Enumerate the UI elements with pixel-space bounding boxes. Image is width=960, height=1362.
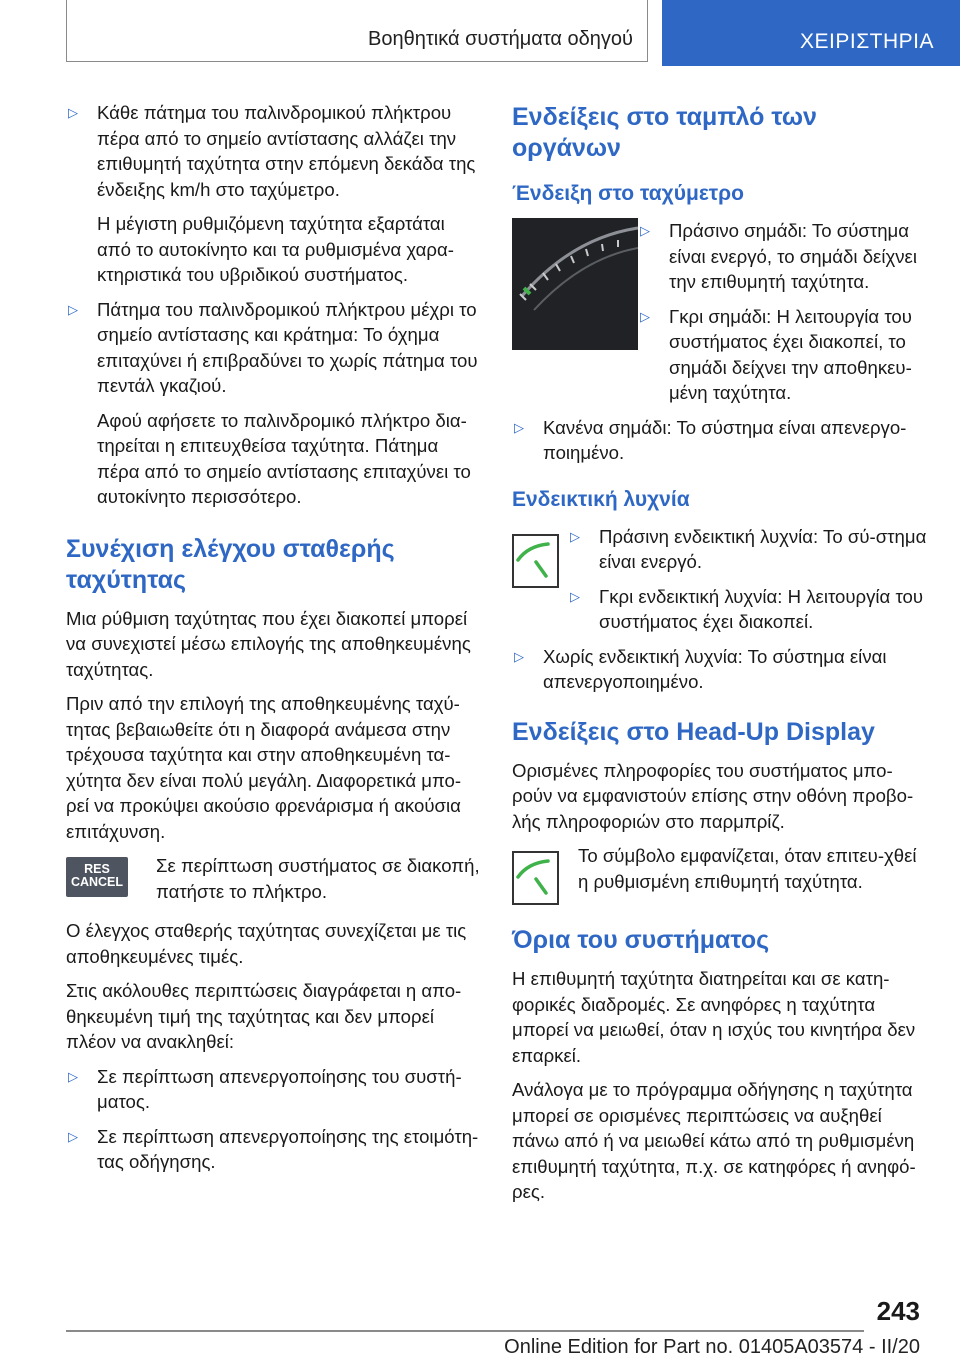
bullet-triangle-icon: ▷ (570, 588, 580, 604)
indicator-lamp-row (512, 524, 928, 635)
cruise-control-indicator-icon (512, 534, 559, 588)
hud-cruise-control-icon (512, 851, 559, 905)
speedometer-image (512, 218, 638, 350)
left-column (66, 100, 482, 1184)
right-column (512, 100, 928, 1214)
footer-edition: Online Edition for Part no. 01405A03574 - II/20 (504, 1336, 920, 1358)
heading-indicator-lamp: Ενδεικτική λυχνία (512, 487, 690, 511)
list-item: ▷ Χωρίς ενδεικτική λυχνία: Το σύστημα είναι απενεργοποιημένο. (514, 645, 887, 692)
hud-icon-row (512, 843, 928, 907)
paragraph: Μια ρύθμιση ταχύτητας που έχει διακοπεί μπορεί να συνεχιστεί μέσω επιλογής της αποθηκευμένης ταχύτητας. (66, 607, 471, 680)
bullet-triangle-icon: ▷ (570, 528, 580, 544)
list-item-note: Αφού αφήσετε το παλινδρομικό πλήκτρο δια‐τηρείται η επιτευχθείσα ταχύτητα. Πάτημα πέρα από το σημείο αντίστασης επιταχύνει το αυτοκίνητο περισσότερο. (97, 409, 471, 507)
list-item-note: Η μέγιστη ρυθμιζόμενη ταχύτητα εξαρτάται από το αυτοκίνητο και τα ρυθμισμένα χαρα‐κτηριστικά του υβριδικού συστήματος. (97, 213, 454, 285)
list-item: ▷ Γκρι σημάδι: Η λειτουργία του συστήματος έχει διακοπεί, το σημάδι δείχνει την αποθηκευ‐μένη ταχύτητα. (640, 305, 912, 403)
hud-icon-text: Το σύμβολο εμφανίζεται, όταν επιτευ‐χθεί η ρυθμισμένη επιθυμητή ταχύτητα. (578, 845, 917, 892)
heading-continue: Συνέχιση ελέγχου σταθερής ταχύτητας (66, 534, 395, 594)
list-item: ▷ Πράσινο σημάδι: Το σύστημα είναι ενεργό, το σημάδι δείχνει την επιθυμητή ταχύτητα. (640, 220, 917, 292)
paragraph: Στις ακόλουθες περιπτώσεις διαγράφεται η απο‐θηκευμένη τιμή της ταχύτητας και δεν μπορεί πλέον να ανακληθεί: (66, 980, 462, 1052)
paragraph: Η επιθυμητή ταχύτητα διατηρείται και σε κατη‐φορικές διαδρομές. Σε ανηφόρες η ταχύτητα μπορεί να μειωθεί, όταν η ισχύς του κινητήρα δεν επαρκεί. (512, 968, 916, 1066)
header-frame (66, 0, 648, 62)
chapter-tab-label: ΧΕΙΡΙΣΤΗΡΙΑ (800, 30, 935, 53)
page-number: 243 (876, 1296, 920, 1326)
list-item: ▷ Κάθε πάτημα του παλινδρομικού πλήκτρου πέρα από το σημείο αντίστασης αλλάζει την επιθυμητή ταχύτητα στην επόμενη δεκάδα της ένδειξης km/h στο ταχύμετρο. (68, 102, 476, 200)
list-item: ▷ Κανένα σημάδι: Το σύστημα είναι απενεργο‐ποιημένο. (514, 416, 907, 463)
list-item: ▷ Γκρι ενδεικτική λυχνία: Η λειτουργία του συστήματος έχει διακοπεί. (570, 585, 924, 632)
bullet-triangle-icon: ▷ (68, 1128, 78, 1144)
paragraph: Ανάλογα με το πρόγραμμα οδήγησης η ταχύτητα μπορεί σε ορισμένες περιπτώσεις να αυξηθεί πάνω από ή να μειωθεί κάτω από τη ρυθμισμένη επιθυμητή ταχύτητα, π.χ. σε κατηφόρες ή ανηφό‐ρες. (512, 1079, 916, 1202)
bullet-triangle-icon: ▷ (68, 301, 78, 317)
heading-dashboard: Ενδείξεις στο ταμπλό των οργάνων (512, 103, 817, 162)
list-item: ▷ Πράσινη ενδεικτική λυχνία: Το σύ‐στημα είναι ενεργό. (570, 525, 927, 572)
paragraph: Ο έλεγχος σταθερής ταχύτητας συνεχίζεται με τις αποθηκευμένες τιμές. (66, 920, 467, 967)
heading-hud: Ενδείξεις στο Head-Up Display (512, 717, 875, 746)
heading-speedometer: Ένδειξη στο ταχύμετρο (512, 182, 744, 205)
bullet-triangle-icon: ▷ (514, 419, 524, 435)
bullet-triangle-icon: ▷ (640, 223, 650, 238)
footer-divider (66, 1330, 864, 1332)
paragraph: Πριν από την επιλογή της αποθηκευμένης ταχύ‐τητας βεβαιωθείτε ότι η διαφορά ανάμεσα στην τρέχουσα ταχύτητα και στην αποθηκευμένη τα‐χύτητα δεν είναι πολύ μεγάλη. Διαφορετικά μπο‐ρεί να προκύψει ακούσιο φρενάρισμα ή ακούσια επιτάχυνση. (66, 693, 462, 842)
paragraph: Ορισμένες πληροφορίες του συστήματος μπο‐ρούν να εμφανιστούν επίσης στην οθόνη προβο‐λής πληροφοριών στο παρμπρίζ. (512, 759, 914, 832)
list-item: ▷ Σε περίπτωση απενεργοποίησης της ετοιμότη‐τας οδήγησης. (68, 1125, 479, 1172)
bullet-triangle-icon: ▷ (640, 308, 650, 324)
heading-limits: Όρια του συστήματος (512, 926, 770, 954)
bullet-triangle-icon: ▷ (68, 105, 78, 120)
list-item: ▷ Πάτημα του παλινδρομικού πλήκτρου μέχρι το σημείο αντίστασης και κράτημα: Το όχημα επιταχύνει ή επιβραδύνει το χωρίς πάτημα του πεντάλ γκαζιού. (68, 298, 478, 396)
speedometer-row (512, 218, 928, 406)
bullet-triangle-icon: ▷ (514, 648, 524, 664)
list-item: ▷ Σε περίπτωση απενεργοποίησης του συστή‐ματος. (68, 1065, 462, 1112)
res-cancel-row (66, 853, 482, 909)
bullet-triangle-icon: ▷ (68, 1068, 78, 1084)
res-cancel-text: Σε περίπτωση συστήματος σε διακοπή, πατήστε το πλήκτρο. (156, 855, 480, 902)
res-cancel-button-icon: RES CANCEL (66, 857, 128, 897)
chapter-tab (662, 0, 960, 66)
section-title: Βοηθητικά συστήματα οδηγού (368, 28, 633, 50)
